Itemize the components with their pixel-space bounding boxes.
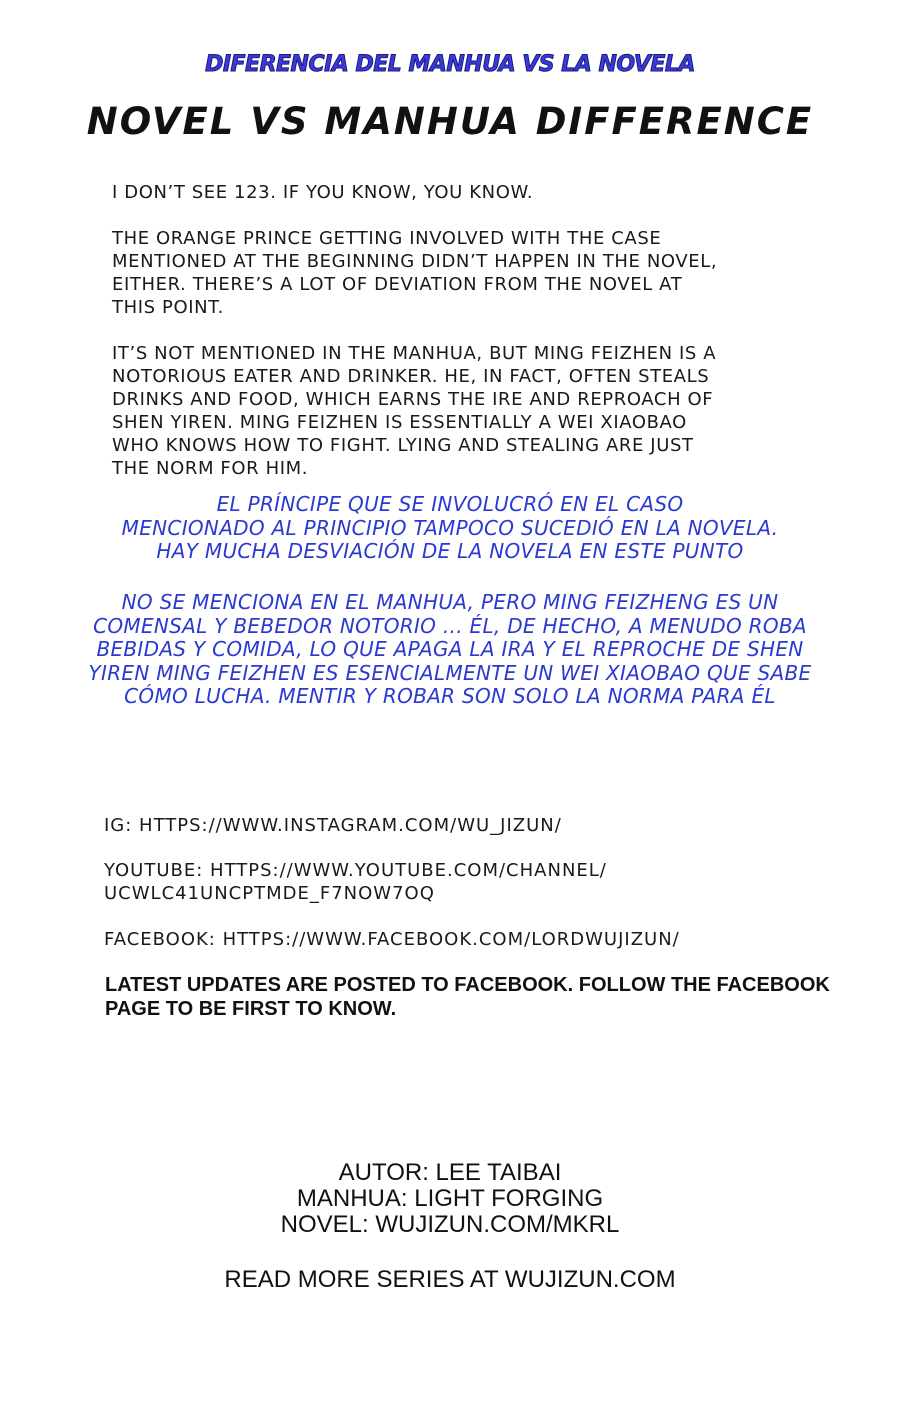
- read-more-link[interactable]: READ MORE SERIES AT WUJIZUN.COM: [224, 1266, 676, 1293]
- credits-block: [0, 1160, 900, 1238]
- english-note-1: I DON’T SEE 123. IF YOU KNOW, YOU KNOW.: [112, 182, 534, 203]
- spanish-note-2: NO SE MENCIONA EN EL MANHUA, PERO MING FEIZHENG ES UN COMENSAL Y BEBEDOR NOTORIO ... ÉL, DE HECHO, A MENUDO ROBA BEBIDAS Y COMIDA, LO QUE APAGA LA IRA Y EL REPROCHE DE SHEN YIREN MING FEIZHEN ES ESENCIALMENTE UN WEI XIAOBAO QUE SABE CÓMO LUCHA. MENTIR Y ROBAR SON SOLO LA NORMA PARA ÉL: [88, 590, 812, 708]
- spanish-title: DIFERENCIA DEL MANHUA VS LA NOVELA: [205, 52, 695, 77]
- spanish-note-1: EL PRÍNCIPE QUE SE INVOLUCRÓ EN EL CASO MENCIONADO AL PRINCIPIO TAMPOCO SUCEDIÓ EN LA NOVELA. HAY MUCHA DESVIACIÓN DE LA NOVELA EN ESTE PUNTO: [121, 492, 779, 563]
- youtube-link[interactable]: YOUTUBE: HTTPS://WWW.YOUTUBE.COM/CHANNEL/ UCWLC41UNCPTMDE_F7NOW7OQ: [104, 860, 607, 904]
- instagram-link[interactable]: IG: HTTPS://WWW.INSTAGRAM.COM/WU_JIZUN/: [104, 815, 562, 836]
- facebook-updates-notice: LATEST UPDATES ARE POSTED TO FACEBOOK. FOLLOW THE FACEBOOK PAGE TO BE FIRST TO KNOW.: [105, 974, 830, 1020]
- page-title: NOVEL VS MANHUA DIFFERENCE: [86, 100, 814, 143]
- credit-author: AUTOR: LEE TAIBAI: [338, 1159, 562, 1186]
- facebook-link[interactable]: FACEBOOK: HTTPS://WWW.FACEBOOK.COM/LORDWUJIZUN/: [104, 929, 680, 950]
- credit-manhua: MANHUA: LIGHT FORGING: [296, 1185, 604, 1212]
- english-note-3: IT’S NOT MENTIONED IN THE MANHUA, BUT MING FEIZHEN IS A NOTORIOUS EATER AND DRINKER. HE, IN FACT, OFTEN STEALS DRINKS AND FOOD, WHICH EARNS THE IRE AND REPROACH OF SHEN YIREN. MING FEIZHEN IS ESSENTIALLY A WEI XIAOBAO WHO KNOWS HOW TO FIGHT. LYING AND STEALING ARE JUST THE NORM FOR HIM.: [112, 343, 717, 479]
- english-note-2: THE ORANGE PRINCE GETTING INVOLVED WITH THE CASE MENTIONED AT THE BEGINNING DIDN’T HAPPEN IN THE NOVEL, EITHER. THERE’S A LOT OF DEVIATION FROM THE NOVEL AT THIS POINT.: [112, 228, 718, 318]
- credit-novel[interactable]: NOVEL: WUJIZUN.COM/MKRL: [280, 1211, 620, 1238]
